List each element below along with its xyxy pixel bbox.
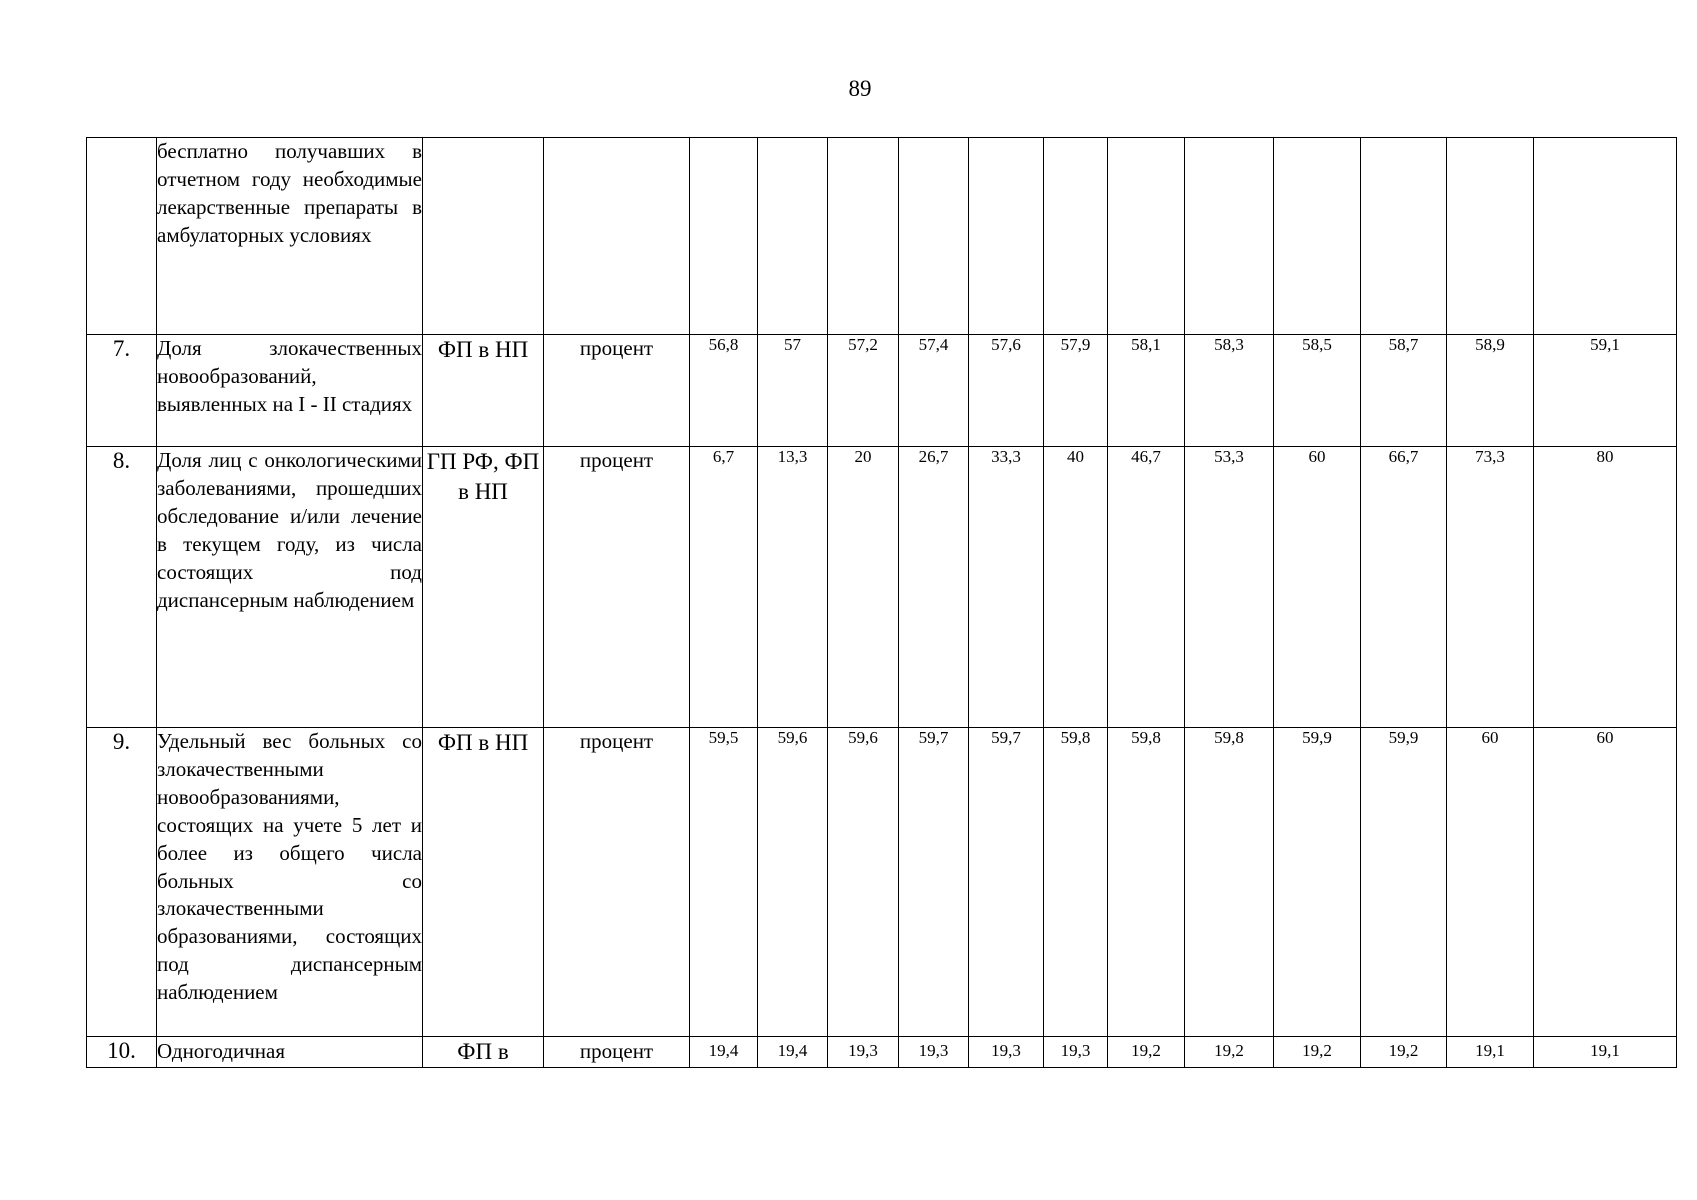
value-cell: 19,3: [899, 1037, 969, 1068]
value-cell: 59,9: [1274, 728, 1361, 1037]
value-cell: [899, 138, 969, 335]
source-cell: [423, 138, 544, 335]
value-cell: [690, 138, 758, 335]
page-number: 89: [848, 76, 872, 101]
value-cell: 58,9: [1447, 335, 1534, 447]
indicators-table: [86, 137, 1677, 1068]
value-cell: [1534, 138, 1677, 335]
value-cell: 57: [758, 335, 828, 447]
value-cell: 60: [1534, 728, 1677, 1037]
value-cell: 19,4: [690, 1037, 758, 1068]
value-cell: [758, 138, 828, 335]
unit-cell: процент: [544, 335, 690, 447]
value-cell: 59,8: [1108, 728, 1185, 1037]
value-cell: 58,7: [1361, 335, 1447, 447]
value-cell: 60: [1447, 728, 1534, 1037]
value-cell: 33,3: [969, 447, 1044, 728]
value-cell: [1044, 138, 1108, 335]
value-cell: 59,6: [828, 728, 899, 1037]
value-cell: [1361, 138, 1447, 335]
value-cell: 19,3: [969, 1037, 1044, 1068]
value-cell: 53,3: [1185, 447, 1274, 728]
value-cell: 19,1: [1534, 1037, 1677, 1068]
value-cell: 59,7: [899, 728, 969, 1037]
row-number-cell: 7.: [87, 335, 157, 447]
table-row: [87, 138, 1677, 335]
indicator-name-cell: Удельный вес больных со злокачественными новообразованиями, состоящих на учете 5 лет и более из общего числа больных со злокачественными образованиями, состоящих под диспансерным наблюдением: [157, 728, 423, 1037]
unit-cell: [544, 138, 690, 335]
indicator-name-cell: Доля злокачественных новообразований, выявленных на I - II стадиях: [157, 335, 423, 447]
table-row: [87, 447, 1677, 728]
row-number-cell: 8.: [87, 447, 157, 728]
value-cell: 40: [1044, 447, 1108, 728]
table-row: [87, 1037, 1677, 1068]
value-cell: 19,4: [758, 1037, 828, 1068]
value-cell: 57,2: [828, 335, 899, 447]
value-cell: 13,3: [758, 447, 828, 728]
value-cell: [1447, 138, 1534, 335]
value-cell: [1108, 138, 1185, 335]
value-cell: 60: [1274, 447, 1361, 728]
indicator-name-cell: Одногодичная: [157, 1037, 423, 1068]
source-cell: ГП РФ, ФП в НП: [423, 447, 544, 728]
unit-cell: процент: [544, 1037, 690, 1068]
value-cell: 19,1: [1447, 1037, 1534, 1068]
value-cell: 58,3: [1185, 335, 1274, 447]
value-cell: 59,6: [758, 728, 828, 1037]
value-cell: 19,2: [1108, 1037, 1185, 1068]
value-cell: 26,7: [899, 447, 969, 728]
value-cell: 57,4: [899, 335, 969, 447]
indicator-name-cell: Доля лиц с онкологическими заболеваниями, прошедших обследование и/или лечение в текущем году, из числа состоящих под диспансерным наблюдением: [157, 447, 423, 728]
value-cell: 19,2: [1185, 1037, 1274, 1068]
value-cell: 80: [1534, 447, 1677, 728]
value-cell: 19,2: [1361, 1037, 1447, 1068]
row-number-cell: [87, 138, 157, 335]
source-cell: ФП в НП: [423, 335, 544, 447]
value-cell: 19,3: [828, 1037, 899, 1068]
row-number-cell: 9.: [87, 728, 157, 1037]
value-cell: 59,5: [690, 728, 758, 1037]
value-cell: 56,8: [690, 335, 758, 447]
source-cell: ФП в: [423, 1037, 544, 1068]
value-cell: [1274, 138, 1361, 335]
table-row: [87, 335, 1677, 447]
unit-cell: процент: [544, 728, 690, 1037]
value-cell: 57,9: [1044, 335, 1108, 447]
value-cell: 59,7: [969, 728, 1044, 1037]
value-cell: 59,9: [1361, 728, 1447, 1037]
indicator-name-cell: бесплатно получавших в отчетном году необходимые лекарственные препараты в амбулаторных условиях: [157, 138, 423, 335]
value-cell: [1185, 138, 1274, 335]
value-cell: 20: [828, 447, 899, 728]
value-cell: [828, 138, 899, 335]
value-cell: 19,2: [1274, 1037, 1361, 1068]
value-cell: 59,1: [1534, 335, 1677, 447]
value-cell: 58,5: [1274, 335, 1361, 447]
table-row: [87, 728, 1677, 1037]
value-cell: 19,3: [1044, 1037, 1108, 1068]
value-cell: 6,7: [690, 447, 758, 728]
value-cell: 46,7: [1108, 447, 1185, 728]
value-cell: 57,6: [969, 335, 1044, 447]
unit-cell: процент: [544, 447, 690, 728]
value-cell: 58,1: [1108, 335, 1185, 447]
value-cell: 59,8: [1044, 728, 1108, 1037]
value-cell: 73,3: [1447, 447, 1534, 728]
value-cell: 59,8: [1185, 728, 1274, 1037]
source-cell: ФП в НП: [423, 728, 544, 1037]
value-cell: 66,7: [1361, 447, 1447, 728]
row-number-cell: 10.: [87, 1037, 157, 1068]
value-cell: [969, 138, 1044, 335]
